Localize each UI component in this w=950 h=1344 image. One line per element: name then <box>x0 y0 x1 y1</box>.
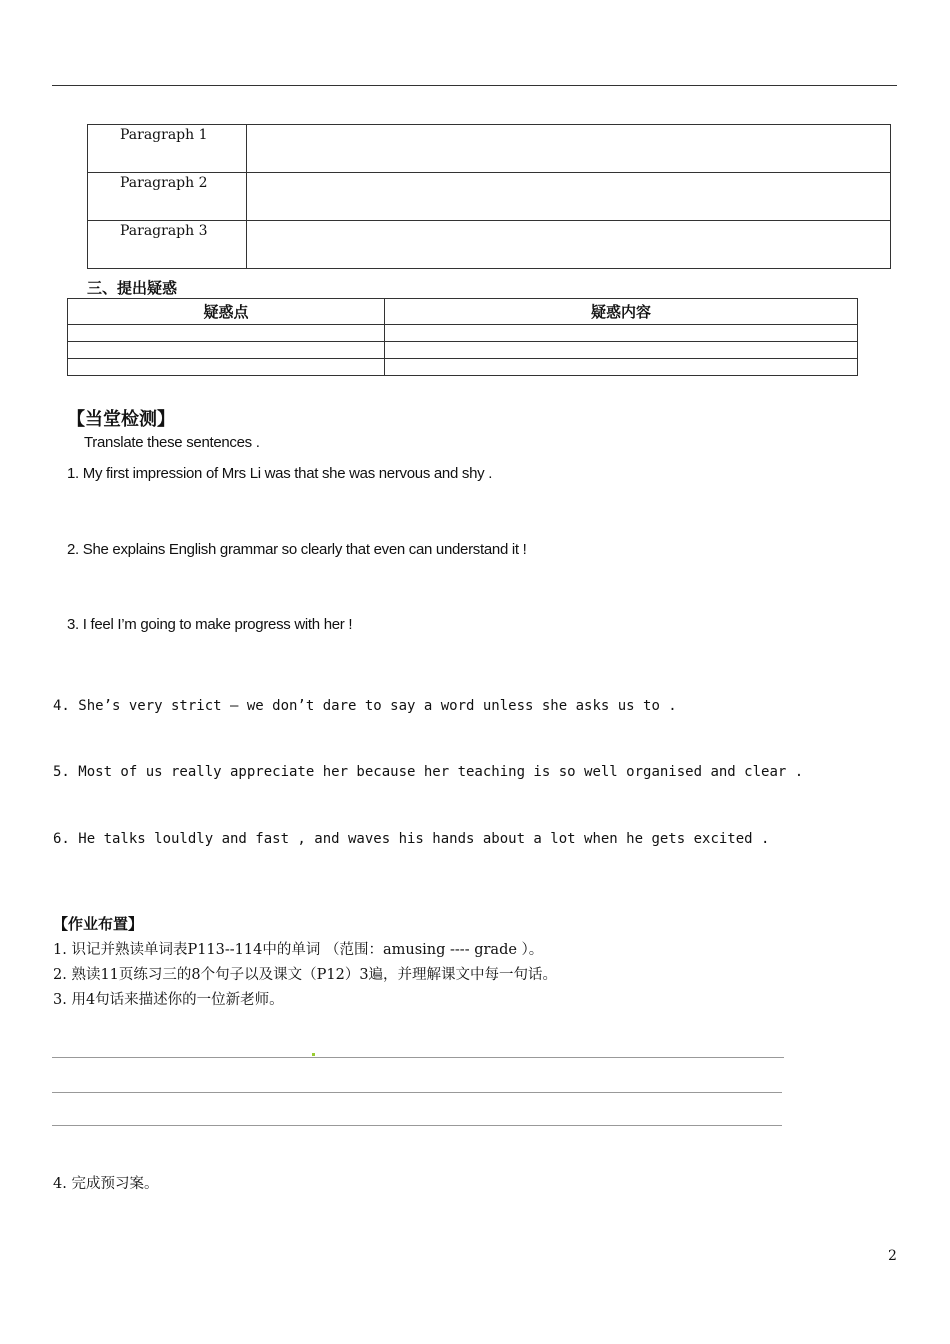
paragraph-answer-cell[interactable] <box>247 125 891 173</box>
answer-line[interactable] <box>52 1057 784 1058</box>
header-rule <box>52 85 897 86</box>
table-row <box>88 221 891 269</box>
paragraph-table <box>87 124 891 269</box>
paragraph-answer-cell[interactable] <box>247 221 891 269</box>
answer-line[interactable] <box>52 1092 782 1093</box>
column-header: 疑惑点 <box>68 299 385 325</box>
paragraph-answer-cell[interactable] <box>247 173 891 221</box>
question-point-cell[interactable] <box>68 325 385 342</box>
class-test-instruction: Translate these sentences . <box>84 434 260 451</box>
table-header-row <box>68 299 858 325</box>
answer-line[interactable] <box>52 1125 782 1126</box>
column-header: 疑惑内容 <box>385 299 858 325</box>
sentence-item: 1. My first impression of Mrs Li was that she was nervous and shy . <box>67 465 493 482</box>
questions-table <box>67 298 858 376</box>
paragraph-label: Paragraph 2 <box>88 173 247 221</box>
sentence-item: 3. I feel I’m going to make progress with her ! <box>67 616 353 633</box>
homework-heading: 【作业布置】 <box>53 915 144 933</box>
table-row <box>68 342 858 359</box>
paragraph-label: Paragraph 1 <box>88 125 247 173</box>
homework-item: 3. 用4句话来描述你的一位新老师。 <box>53 992 284 1008</box>
question-content-cell[interactable] <box>385 325 858 342</box>
class-test-heading: 【当堂检测】 <box>67 409 175 430</box>
paragraph-label: Paragraph 3 <box>88 221 247 269</box>
stray-mark <box>312 1053 315 1056</box>
sentence-item: 5. Most of us really appreciate her because her teaching is so well organised and clear . <box>53 764 804 780</box>
question-content-cell[interactable] <box>385 342 858 359</box>
sentence-item: 2. She explains English grammar so clearly that even can understand it ! <box>67 541 527 558</box>
table-row <box>88 125 891 173</box>
homework-item: 2. 熟读11页练习三的8个句子以及课文（P12）3遍，并理解课文中每一句话。 <box>53 967 558 983</box>
question-content-cell[interactable] <box>385 359 858 376</box>
table-row <box>88 173 891 221</box>
homework-item: 4. 完成预习案。 <box>53 1176 159 1192</box>
homework-item: 1. 识记并熟读单词表P113--114中的单词 （范围：amusing ---- grade ）。 <box>53 942 544 958</box>
questions-section-title: 三、提出疑惑 <box>87 279 178 297</box>
question-point-cell[interactable] <box>68 359 385 376</box>
table-row <box>68 325 858 342</box>
table-row <box>68 359 858 376</box>
sentence-item: 6. He talks louldly and fast , and waves his hands about a lot when he gets excited . <box>53 831 770 847</box>
question-point-cell[interactable] <box>68 342 385 359</box>
page-number: 2 <box>888 1248 897 1264</box>
sentence-item: 4. She’s very strict – we don’t dare to say a word unless she asks us to . <box>53 698 677 714</box>
